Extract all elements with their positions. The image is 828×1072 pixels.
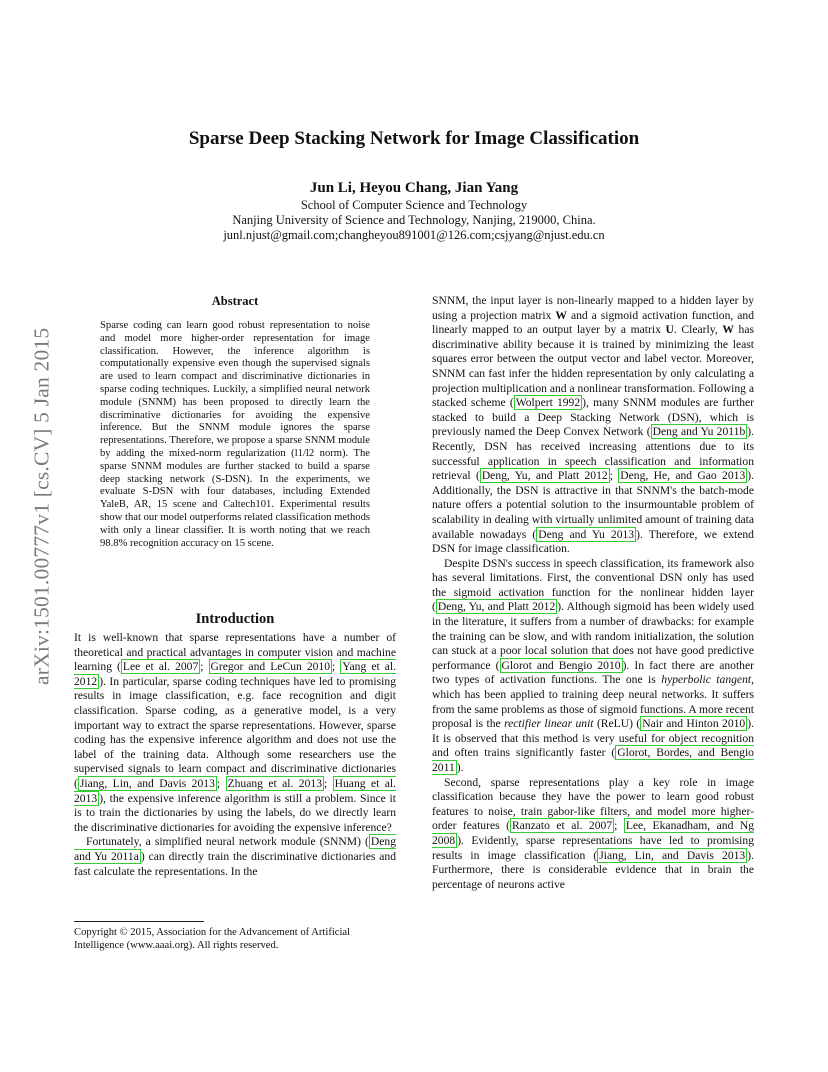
citation-link[interactable]: Deng, He, and Gao 2013: [620, 469, 746, 483]
right-column: [432, 294, 754, 892]
copyright-line-1: Copyright © 2015, Association for the Advancement of Artificial: [74, 927, 351, 938]
citation-link[interactable]: Huang et al. 2013: [74, 776, 397, 805]
right-paragraph-2: Despite DSN's success in speech classification, its framework also has several limitations. First, the conventional DSN only has used the sigmoid activation function for the nonlinear hidden layer ( Deng, Yu, and Platt 2012 ). Although sigmoid has been widely used in the literature, it suffers from a number of drawbacks: for example the training can be slow, and with random initialization, the solution can stuck at a poor local solution that does not have good predictive performance ( Glorot and Bengio 2010 ). In fact there are another two types of activation functions. The one is hyperbolic tangent, which has been applied to training deep neural networks. It suffers from the same problems as those of sigmoid functions. A more recent proposal is the rectifier linear unit (ReLU) ( Nair and Hinton 2010 ). It is observed that this method is very useful for object recognition and often trains significantly faster ( Glorot, Bordes, and Bengio 2011 ).: [432, 556, 754, 774]
citation-link[interactable]: Wolpert 1992: [515, 396, 581, 410]
citation-link[interactable]: Gregor and LeCun 2010: [210, 660, 331, 674]
citation-link[interactable]: Jiang, Lin, and Davis 2013: [599, 848, 746, 862]
citation-link[interactable]: Lee et al. 2007: [122, 660, 199, 674]
affiliation-university: Nanjing University of Science and Technology, Nanjing, 219000, China.: [232, 213, 596, 227]
citation-link[interactable]: Deng, Yu, and Platt 2012: [481, 469, 608, 483]
intro-paragraph-1: It is well-known that sparse representations have a number of theoretical and practical advantages in computer vision and machine learning ( Lee et al. 2007 ; Gregor and LeCun 2010 ; Yang et al. 2012 ). In particular, sparse coding techniques have led to promising results in image classification, e.g. face recognition and digit classification. Sparse coding, as a generative model, is a very important way to extract the sparse representations. However, sparse coding has the expensive inference algorithm and does not use the label of the training data. Although some researchers use the supervised signals to learn compact and discriminative dictionaries ( Jiang, Lin, and Davis 2013 ; Zhuang et al. 2013 ; Huang et al. 2013 ), the expensive inference algorithm is still a problem. Since it is to train the dictionaries by using the labels, do we directly learn the discriminative dictionaries for avoiding the expensive inference?: [74, 631, 397, 834]
copyright-line-2: Intelligence (www.aaai.org). All rights reserved.: [74, 940, 279, 951]
citation-link[interactable]: Lee, Ekanadham, and Ng 2008: [432, 819, 754, 847]
right-paragraph-1: SNNM, the input layer is non-linearly mapped to a hidden layer by using a projection matrix W and a sigmoid activation function, and linearly mapped to an output layer by a matrix U. Clearly, W has discriminative ability because it is trained by minimizing the least squares error between the output vector and label vector. Moreover, SNNM can fast infer the hidden representation by only calculating a projection multiplication and a nonlinear transformation. Following a stacked scheme ( Wolpert 1992 ), many SNNM modules are further stacked to build a Deep Stacking Network (DSN), which is previously named the Deep Convex Network ( Deng and Yu 2011b ). Recently, DSN has received increasing attentions due to its successful application in speech classification and information retrieval ( Deng, Yu, and Platt 2012 ; Deng, He, and Gao 2013 ). Additionally, the DSN is attractive in that SNNM's the batch-mode nature offers a potential solution to the insurmountable problem of scalability in dealing with virtually unlimited amount of training data available nowadays ( Deng and Yu 2013 ). Therefore, we extend DSN for image classification.: [432, 294, 755, 556]
arxiv-stamp: arXiv:1501.00777v1 [cs.CV] 5 Jan 2015: [29, 327, 54, 685]
affiliation-school: School of Computer Science and Technology: [300, 198, 528, 212]
intro-paragraph-2: Fortunately, a simplified neural network module (SNNM) ( Deng and Yu 2011a ) can directly train the discriminative dictionaries and fast calculate the representations. In the: [74, 835, 396, 878]
citation-link[interactable]: Deng and Yu 2011a: [74, 835, 396, 863]
copyright-notice: [74, 926, 396, 952]
paper-title: Sparse Deep Stacking Network for Image Classification: [188, 128, 640, 149]
citation-link[interactable]: Jiang, Lin, and Davis 2013: [79, 776, 215, 790]
right-paragraph-3: Second, sparse representations play a key role in image classification because they have the power to learn good robust features to noise, train gabor-like filters, and model more higher-order features ( Ranzato et al. 2007 ; Lee, Ekanadham, and Ng 2008 ). Evidently, sparse representations have led to promising results in image classification ( Jiang, Lin, and Davis 2013 ). Furthermore, there is considerable evidence that in brain the percentage of neurons active: [432, 775, 754, 891]
left-column: [74, 631, 396, 879]
citation-link[interactable]: Deng and Yu 2011b: [652, 425, 746, 439]
citation-link[interactable]: Yang et al. 2012: [74, 660, 397, 688]
abstract-body: Sparse coding can learn good robust representation to noise and model more higher-order representation for image classification. However, the inference algorithm is computationally expensive even though the supervised signals are used to learn compact and discriminative dictionaries in sparse coding techniques. Luckily, a simplified neural network module (SNNM) has been proposed to directly learn the discriminative dictionaries for avoiding the expensive inference. But the SNNM module ignores the sparse representations. Therefore, we propose a sparse SNNM module by adding the mixed-norm regularization (l1/l2 norm). The sparse SNNM modules are further stacked to build a sparse deep stacking network (S-DSN). In the experiments, we evaluate S-DSN with four databases, including Extended YaleB, AR, 15 scene and Caltech101. Experimental results show that our model outperforms related classification methods with only a linear classifier. It is worth noting that we reach 98.8% recognition accuracy on 15 scene.: [100, 320, 370, 549]
introduction-heading: Introduction: [195, 611, 275, 627]
abstract-heading: Abstract: [211, 294, 259, 308]
author-list: Jun Li, Heyou Chang, Jian Yang: [309, 180, 519, 196]
citation-link[interactable]: Zhuang et al. 2013: [227, 776, 322, 790]
citation-link[interactable]: Deng and Yu 2013: [538, 527, 635, 541]
citation-link[interactable]: Glorot, Bordes, and Bengio 2011: [432, 746, 754, 774]
citation-link[interactable]: Ranzato et al. 2007: [511, 819, 613, 833]
author-emails: junl.njust@gmail.com;changheyou891001@126.com;csjyang@njust.edu.cn: [223, 228, 605, 242]
citation-link[interactable]: Glorot and Bengio 2010: [501, 658, 621, 672]
citation-link[interactable]: Nair and Hinton 2010: [642, 717, 746, 731]
citation-link[interactable]: Deng, Yu, and Platt 2012: [437, 600, 556, 614]
footnote-rule: [74, 921, 204, 922]
